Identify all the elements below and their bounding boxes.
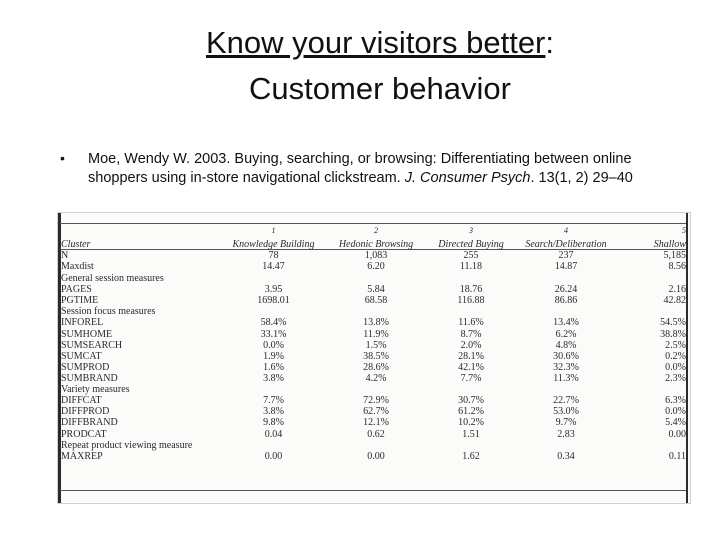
table-cell: 38.8% [660, 328, 686, 340]
table-row [61, 440, 686, 451]
row-label: PRODCAT [61, 428, 107, 440]
table-row [61, 384, 686, 395]
table-cell: 42.82 [663, 295, 686, 307]
row-label: Session focus measures [61, 306, 156, 318]
column-number: 4 [564, 226, 568, 235]
citation-journal: J. Consumer Psych [404, 170, 531, 186]
column-number: 5 [682, 226, 686, 235]
table-cell: 116.88 [457, 295, 485, 307]
table-cell [326, 273, 426, 284]
table-row [61, 451, 686, 462]
row-label: DIFFCAT [61, 395, 102, 407]
table-row [61, 373, 686, 384]
table-row [61, 284, 686, 295]
table-cell: 237 [558, 250, 574, 262]
row-label: PAGES [61, 283, 92, 295]
table-cell: 13.8% [363, 317, 389, 329]
column-header: Cluster [61, 239, 91, 250]
row-label: DIFFBRAND [61, 417, 118, 429]
table-cell [221, 384, 326, 395]
table-cell [616, 384, 686, 395]
table-cell: 5.4% [665, 417, 686, 429]
table-cell: 53.0% [553, 406, 579, 418]
table-cell: 7.7% [263, 395, 284, 407]
table-cell [516, 384, 616, 395]
row-label: MAXREP [61, 450, 103, 462]
table-cell [426, 273, 516, 284]
table-cell: 26.24 [554, 283, 578, 295]
row-label: INFOREL [61, 317, 104, 329]
cluster-table [61, 225, 686, 462]
table-cell [616, 440, 686, 451]
table-cell: 2.83 [557, 428, 575, 440]
table-cell: 11.9% [363, 328, 389, 340]
table-column-numbers [61, 225, 686, 236]
table-cell: 0.0% [665, 406, 686, 418]
table-header-row [61, 236, 686, 250]
table-cell: 1.6% [263, 361, 284, 373]
table-cell: 2.0% [460, 339, 482, 351]
table-top-rule [60, 223, 686, 224]
column-number: 3 [469, 226, 473, 235]
column-header: Shallow [653, 239, 686, 250]
table-cell: 1,083 [364, 250, 388, 262]
table-row [61, 295, 686, 306]
table-cell: 2.3% [665, 372, 686, 384]
table-cell [221, 306, 326, 317]
table-cell: 3.95 [264, 283, 283, 295]
table-cell: 38.5% [363, 350, 389, 362]
table-cell: 1698.01 [257, 295, 290, 307]
table-cell [616, 273, 686, 284]
table-cell: 30.7% [458, 395, 484, 407]
table-row [61, 395, 686, 406]
citation-volume: . 13(1, 2) 29–40 [530, 170, 633, 186]
table-row [61, 273, 686, 284]
table-cell: 2.16 [668, 283, 686, 295]
table-bottom-rule [60, 490, 686, 491]
bullet-icon: • [60, 150, 65, 166]
table-cell: 22.7% [553, 395, 579, 407]
row-label: SUMCAT [61, 350, 102, 362]
table-cell: 6.20 [367, 261, 385, 273]
table-cell: 11.18 [459, 261, 483, 273]
table-cell: 1.5% [365, 339, 387, 351]
table-cell [426, 384, 516, 395]
table-cell [516, 273, 616, 284]
table-cell: 0.62 [367, 428, 385, 440]
scan-right-edge [686, 213, 688, 503]
citation-text: Moe, Wendy W. 2003. Buying, searching, or browsing: Differentiating between online shoppers using in-store navigational clickstream. [88, 151, 632, 186]
table-cell: 0.0% [665, 361, 686, 373]
table-cell: 8.56 [668, 261, 686, 273]
table-cell: 78 [268, 250, 279, 262]
table-row [61, 417, 686, 428]
table-cell: 0.2% [665, 350, 686, 362]
table-cell: 7.7% [460, 372, 482, 384]
table-cell: 0.00 [264, 450, 283, 462]
table-cell [326, 306, 426, 317]
table-cell: 5.84 [367, 283, 385, 295]
table-body [61, 250, 686, 462]
row-label: N [61, 250, 69, 262]
table-cell: 0.00 [367, 450, 385, 462]
row-label: SUMBRAND [61, 372, 118, 384]
table-cell: 1.9% [263, 350, 284, 362]
table-cell: 6.3% [665, 395, 686, 407]
citation [88, 150, 688, 188]
table-cell: 42.1% [458, 361, 484, 373]
row-label: General session measures [61, 272, 164, 284]
table-cell [516, 440, 616, 451]
table-cell: 68.58 [364, 295, 388, 307]
table-cell: 0.11 [668, 450, 686, 462]
table-cell: 1.51 [462, 428, 480, 440]
row-label: SUMHOME [61, 328, 113, 340]
table-row [61, 406, 686, 417]
table-cell: 9.7% [555, 417, 577, 429]
slide-title-line-2: Customer behavior [249, 71, 511, 106]
column-header: Knowledge Building [232, 239, 315, 250]
table-cell: 0.04 [264, 428, 283, 440]
table-cell: 61.2% [458, 406, 484, 418]
slide-title-colon: : [545, 25, 555, 60]
table-cell: 4.8% [555, 339, 577, 351]
table-cell: 33.1% [260, 328, 287, 340]
table-row [61, 306, 686, 317]
table-cell: 0.34 [557, 450, 575, 462]
row-label: Variety measures [61, 384, 130, 396]
column-number: 1 [271, 226, 276, 235]
table-cell: 54.5% [660, 317, 686, 329]
table-cell: 4.2% [365, 372, 387, 384]
table-cell [616, 306, 686, 317]
column-header: Search/Deliberation [525, 239, 607, 250]
table-row [61, 429, 686, 440]
table-cell: 3.8% [263, 406, 284, 418]
table-row [61, 340, 686, 351]
table-cell: 255 [463, 250, 479, 262]
table-cell: 0.0% [263, 339, 284, 351]
table-cell: 12.1% [363, 417, 389, 429]
table-cell [326, 440, 426, 451]
table-cell: 11.6% [458, 317, 484, 329]
table-row [61, 328, 686, 339]
row-label: PGTIME [61, 295, 99, 307]
table-cell: 14.87 [554, 261, 578, 273]
column-header: Directed Buying [438, 239, 504, 250]
table-cell: 3.8% [263, 372, 284, 384]
row-label: SUMSEARCH [61, 339, 123, 351]
table-cell: 30.6% [553, 350, 579, 362]
table-cell: 0.00 [668, 428, 686, 440]
table-row [61, 362, 686, 373]
table-cell: 28.1% [458, 350, 484, 362]
table-cell [516, 306, 616, 317]
row-label: Repeat product viewing measure [61, 439, 193, 451]
table-cell: 2.5% [665, 339, 686, 351]
table-cell [221, 440, 326, 451]
column-header: Hedonic Browsing [338, 239, 414, 250]
table-cell: 10.2% [458, 417, 484, 429]
table-cell: 8.7% [460, 328, 482, 340]
table-cell: 62.7% [363, 406, 389, 418]
table-cell: 28.6% [363, 361, 389, 373]
row-label: Maxdist [61, 261, 94, 273]
table-cell: 1.62 [462, 450, 480, 462]
table-row [61, 351, 686, 362]
table-cell: 13.4% [553, 317, 579, 329]
table-cell: 9.8% [263, 417, 284, 429]
slide-title-line-1 [0, 24, 720, 62]
table-cell [221, 273, 326, 284]
table-cell [326, 384, 426, 395]
table-row [61, 250, 686, 261]
table-cell: 11.3% [553, 372, 579, 384]
table-cell: 5,185 [663, 250, 686, 262]
table-cell [426, 440, 516, 451]
table-row [61, 261, 686, 272]
slide-title-underlined: Know your visitors better [205, 25, 546, 60]
table-cell: 32.3% [553, 361, 579, 373]
column-number: 2 [374, 226, 378, 235]
scanned-table-image [57, 212, 691, 504]
table-cell: 18.76 [459, 283, 483, 295]
table-cell [426, 306, 516, 317]
row-label: SUMPROD [61, 361, 110, 373]
table-row [61, 317, 686, 328]
table-cell: 14.47 [262, 261, 285, 273]
table-cell: 6.2% [555, 328, 577, 340]
table-cell: 86.86 [554, 295, 578, 307]
table-cell: 58.4% [260, 317, 287, 329]
table-cell: 72.9% [363, 395, 389, 407]
row-label: DIFFPROD [61, 406, 110, 418]
